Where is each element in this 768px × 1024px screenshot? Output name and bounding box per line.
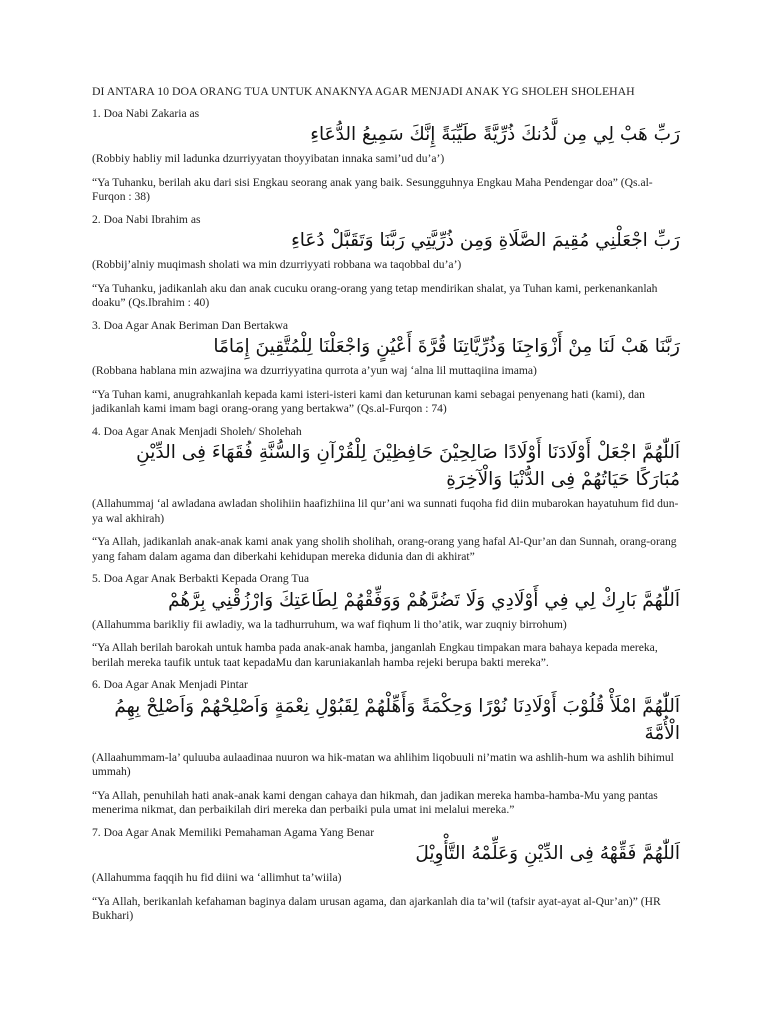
translation: “Ya Tuhanku, berilah aku dari sisi Engkau seorang anak yang baik. Sesungguhnya Engkau Maha Pendengar doa” (Qs.al-Furqon : 38) xyxy=(92,175,653,203)
section-heading: 6. Doa Agar Anak Menjadi Pintar xyxy=(92,678,248,691)
transliteration: (Allahummaj ‘al awladana awladan sholihiin haafizhiina lil qur’ani wa sunnati fuqoha fid diin mubarokan hayatuhum fid dun-ya wal akhirah) xyxy=(92,497,679,525)
transliteration: (Allahumma faqqih hu fid diini wa ‘allimhut ta’wiila) xyxy=(92,871,342,884)
doa-section-6 xyxy=(92,678,684,818)
doa-section-5 xyxy=(92,572,684,670)
section-heading: 3. Doa Agar Anak Beriman Dan Bertakwa xyxy=(92,318,289,332)
document-title: DI ANTARA 10 DOA ORANG TUA UNTUK ANAKNYA AGAR MENJADI ANAK YG SHOLEH SHOLEHAH xyxy=(92,84,635,98)
doa-section-7 xyxy=(92,826,684,924)
doa-section-1 xyxy=(92,107,684,205)
doa-section-3 xyxy=(92,319,684,417)
transliteration: (Robbana hablana min azwajina wa dzurriyyatina qurrota a’yun waj ‘alna lil muttaqiina imama) xyxy=(92,364,537,377)
section-heading: 7. Doa Agar Anak Memiliki Pemahaman Agama Yang Benar xyxy=(92,825,375,839)
doa-section-2 xyxy=(92,213,684,311)
arabic-text: رَبِّ اجْعَلْنِي مُقِيمَ الصَّلَاةِ وَمِن ذُرِّيَّتِي رَبَّنَا وَتَقَبَّلْ دُعَاءِ xyxy=(291,230,680,251)
translation: “Ya Allah, jadikanlah anak-anak kami anak yang sholih sholihah, orang-orang yang hafal Al-Qur’an dan Sunnah, orang-orang yang faham dalam agama dan diberkahi kehidupan mereka didunia dan di akhirat” xyxy=(92,535,677,563)
arabic-text: رَبَّنَا هَبْ لَنَا مِنْ أَزْوَاجِنَا وَذُرِّيَّاتِنَا قُرَّةَ أَعْيُنٍ وَاجْعَلْنَا لِلْمُتَّقِينَ إِمَامًا xyxy=(213,336,680,357)
arabic-text: رَبِّ هَبْ لِي مِن لَّدُنكَ ذُرِّيَّةً طَيِّبَةً إِنَّكَ سَمِيعُ الدُّعَاءِ xyxy=(310,124,680,145)
translation: “Ya Allah, penuhilah hati anak-anak kami dengan cahaya dan hikmah, dan jadikan mereka hamba-hamba-Mu yang pantas menerima nikmat, dan perbaikilah diri mereka dan perbaiki pula umat ini melalui mereka.” xyxy=(92,788,658,816)
section-heading: 4. Doa Agar Anak Menjadi Sholeh/ Sholehah xyxy=(92,424,302,438)
transliteration: (Robbiy habliy mil ladunka dzurriyyatan thoyyibatan innaka sami’ud du’a’) xyxy=(92,152,445,165)
transliteration: (Allahumma barikliy fii awladiy, wa la tadhurruhum, wa waf fiqhum li tho’atik, war zuqniy birrohum) xyxy=(92,617,567,631)
transliteration: (Robbij’alniy muqimash sholati wa min dzurriyyati robbana wa taqobbal du’a’) xyxy=(92,258,462,271)
translation: “Ya Tuhan kami, anugrahkanlah kepada kami isteri-isteri kami dan keturunan kami sebagai penyenang hati (kami), dan jadikanlah kami imam bagi orang-orang yang bertakwa” (Qs.al-Furqon : 74) xyxy=(92,387,645,415)
arabic-text: اَللّٰهُمَّ فَقِّهْهُ فِى الدِّيْنِ وَعَلِّمْهُ التَّأْوِيْلَ xyxy=(415,843,680,864)
translation: “Ya Tuhanku, jadikanlah aku dan anak cucuku orang-orang yang tetap mendirikan shalat, ya Tuhan kami, perkenankanlah doaku” (Qs.Ibrahim : 40) xyxy=(92,281,658,309)
arabic-text: اَللّٰهُمَّ اجْعَلْ أَوْلَادَنَا أَوْلَادًا صَالِحِيْنَ حَافِظِيْنَ لِلْقُرْآنِ وَالسُّنَّةِ فُقَهَاءَ فِى الدِّيْنِ مُبَارَكًا حَيَاتُهُمْ فِى الدُّنْيَا وَالْآخِرَةِ xyxy=(136,442,680,490)
section-heading: 2. Doa Nabi Ibrahim as xyxy=(92,212,201,226)
translation: “Ya Allah berilah barokah untuk hamba pada anak-anak hamba, janganlah Engkau timpakan mara bahaya kepada mereka, berilah mereka taufik untuk taat kepadaMu dan karuniakanlah hamba rejeki berupa bakti mereka”. xyxy=(92,641,658,669)
transliteration: (Allaahummam-la’ quluuba aulaadinaa nuuron wa hik-matan wa ahlihim liqobuuli ni’matin wa ashlih-hum wa ashlih bihimul ummah) xyxy=(92,750,674,778)
arabic-text: اَللّٰهُمَّ امْلَأْ قُلُوْبَ أَوْلَادِنَا نُوْرًا وَحِكْمَةً وَأَهِّلْهُمْ لِقَبُوْلِ نِعْمَةٍ وَاَصْلِحْهُمْ وَاَصْلِحْ بِهِمُ الْأُمَّةَ xyxy=(114,695,680,744)
arabic-text: اَللّٰهُمَّ بَارِكْ لِي فِي أَوْلَادِي وَلَا تَضُرَّهُمْ وَوَفِّقْهُمْ لِطَاعَتِكَ وَارْزُقْنِي بِرَّهُمْ xyxy=(168,589,680,611)
section-heading: 5. Doa Agar Anak Berbakti Kepada Orang Tua xyxy=(92,572,310,585)
section-heading: 1. Doa Nabi Zakaria as xyxy=(92,106,200,120)
doa-section-4 xyxy=(92,425,684,565)
translation: “Ya Allah, berikanlah kefahaman baginya dalam urusan agama, dan ajarkanlah dia ta’wil (tafsir ayat-ayat al-Qur’an)” (HR Bukhari) xyxy=(92,894,661,922)
document-page xyxy=(92,84,684,924)
